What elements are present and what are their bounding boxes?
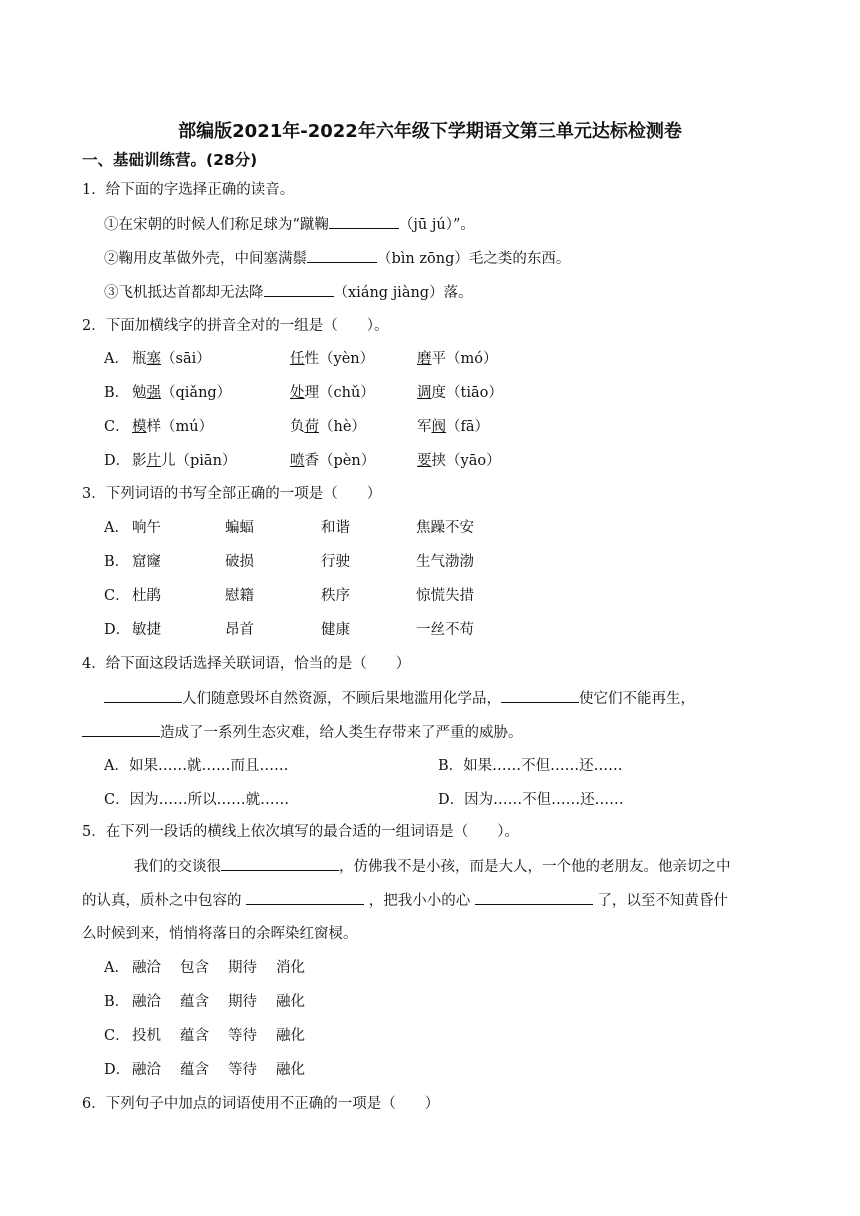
answer-blank[interactable]	[307, 248, 377, 263]
answer-blank[interactable]	[82, 722, 160, 737]
answer-blank[interactable]	[246, 890, 364, 905]
q5-passage-line-1: 我们的交谈很 ，仿佛我不是小孩，而是大人，一个他的老朋友。他亲切之中	[134, 856, 731, 877]
answer-blank[interactable]	[221, 856, 339, 871]
q1-item-2: ②鞠用皮革做外壳，中间塞满鬃 （bìn zōng）毛之类的东西。	[104, 248, 570, 269]
question-1-stem: 1．给下面的字选择正确的读音。	[82, 182, 295, 198]
question-6-stem: 6．下列句子中加点的词语使用不正确的一项是（ ）	[82, 1096, 440, 1112]
question-3-stem: 3．下列词语的书写全部正确的一项是（ ）	[82, 486, 382, 502]
q4-option-c[interactable]: C．因为……所以……就……	[104, 792, 290, 808]
q5-passage-line-3: 么时候到来，悄悄将落日的余晖染红窗棂。	[82, 926, 358, 942]
question-2-stem: 2．下面加横线字的拼音全对的一组是（ ）。	[82, 318, 389, 334]
q4-passage-line-1: 人们随意毁坏自然资源，不顾后果地滥用化学品， 使它们不能再生，	[104, 688, 695, 709]
q4-option-b[interactable]: B．如果……不但……还……	[438, 758, 623, 774]
question-4-stem: 4．给下面这段话选择关联词语，恰当的是（ ）	[82, 656, 411, 672]
page-title: 部编版2021年-2022年六年级下学期语文第三单元达标检测卷	[178, 121, 682, 142]
answer-blank[interactable]	[475, 890, 593, 905]
q4-option-d[interactable]: D．因为……不但……还……	[438, 792, 624, 808]
section-heading: 一、基础训练营。(28分)	[82, 151, 258, 169]
q1-item-3: ③飞机抵达首都却无法降 （xiáng jiàng）落。	[104, 282, 473, 303]
question-5-stem: 5．在下列一段话的横线上依次填写的最合适的一组词语是（ ）。	[82, 824, 519, 840]
q1-item-1: ①在宋朝的时候人们称足球为“蹴鞠 （jū jú）”。	[104, 214, 475, 235]
q4-option-a[interactable]: A．如果……就……而且……	[104, 758, 289, 774]
q4-passage-line-2: 造成了一系列生态灾难，给人类生存带来了严重的威胁。	[82, 722, 523, 743]
q5-passage-line-2: 的认真，质朴之中包容的 ，把我小小的心 了，以至不知黄昏什	[82, 890, 728, 911]
answer-blank[interactable]	[501, 688, 579, 703]
answer-blank[interactable]	[329, 214, 399, 229]
answer-blank[interactable]	[264, 282, 334, 297]
answer-blank[interactable]	[104, 688, 182, 703]
